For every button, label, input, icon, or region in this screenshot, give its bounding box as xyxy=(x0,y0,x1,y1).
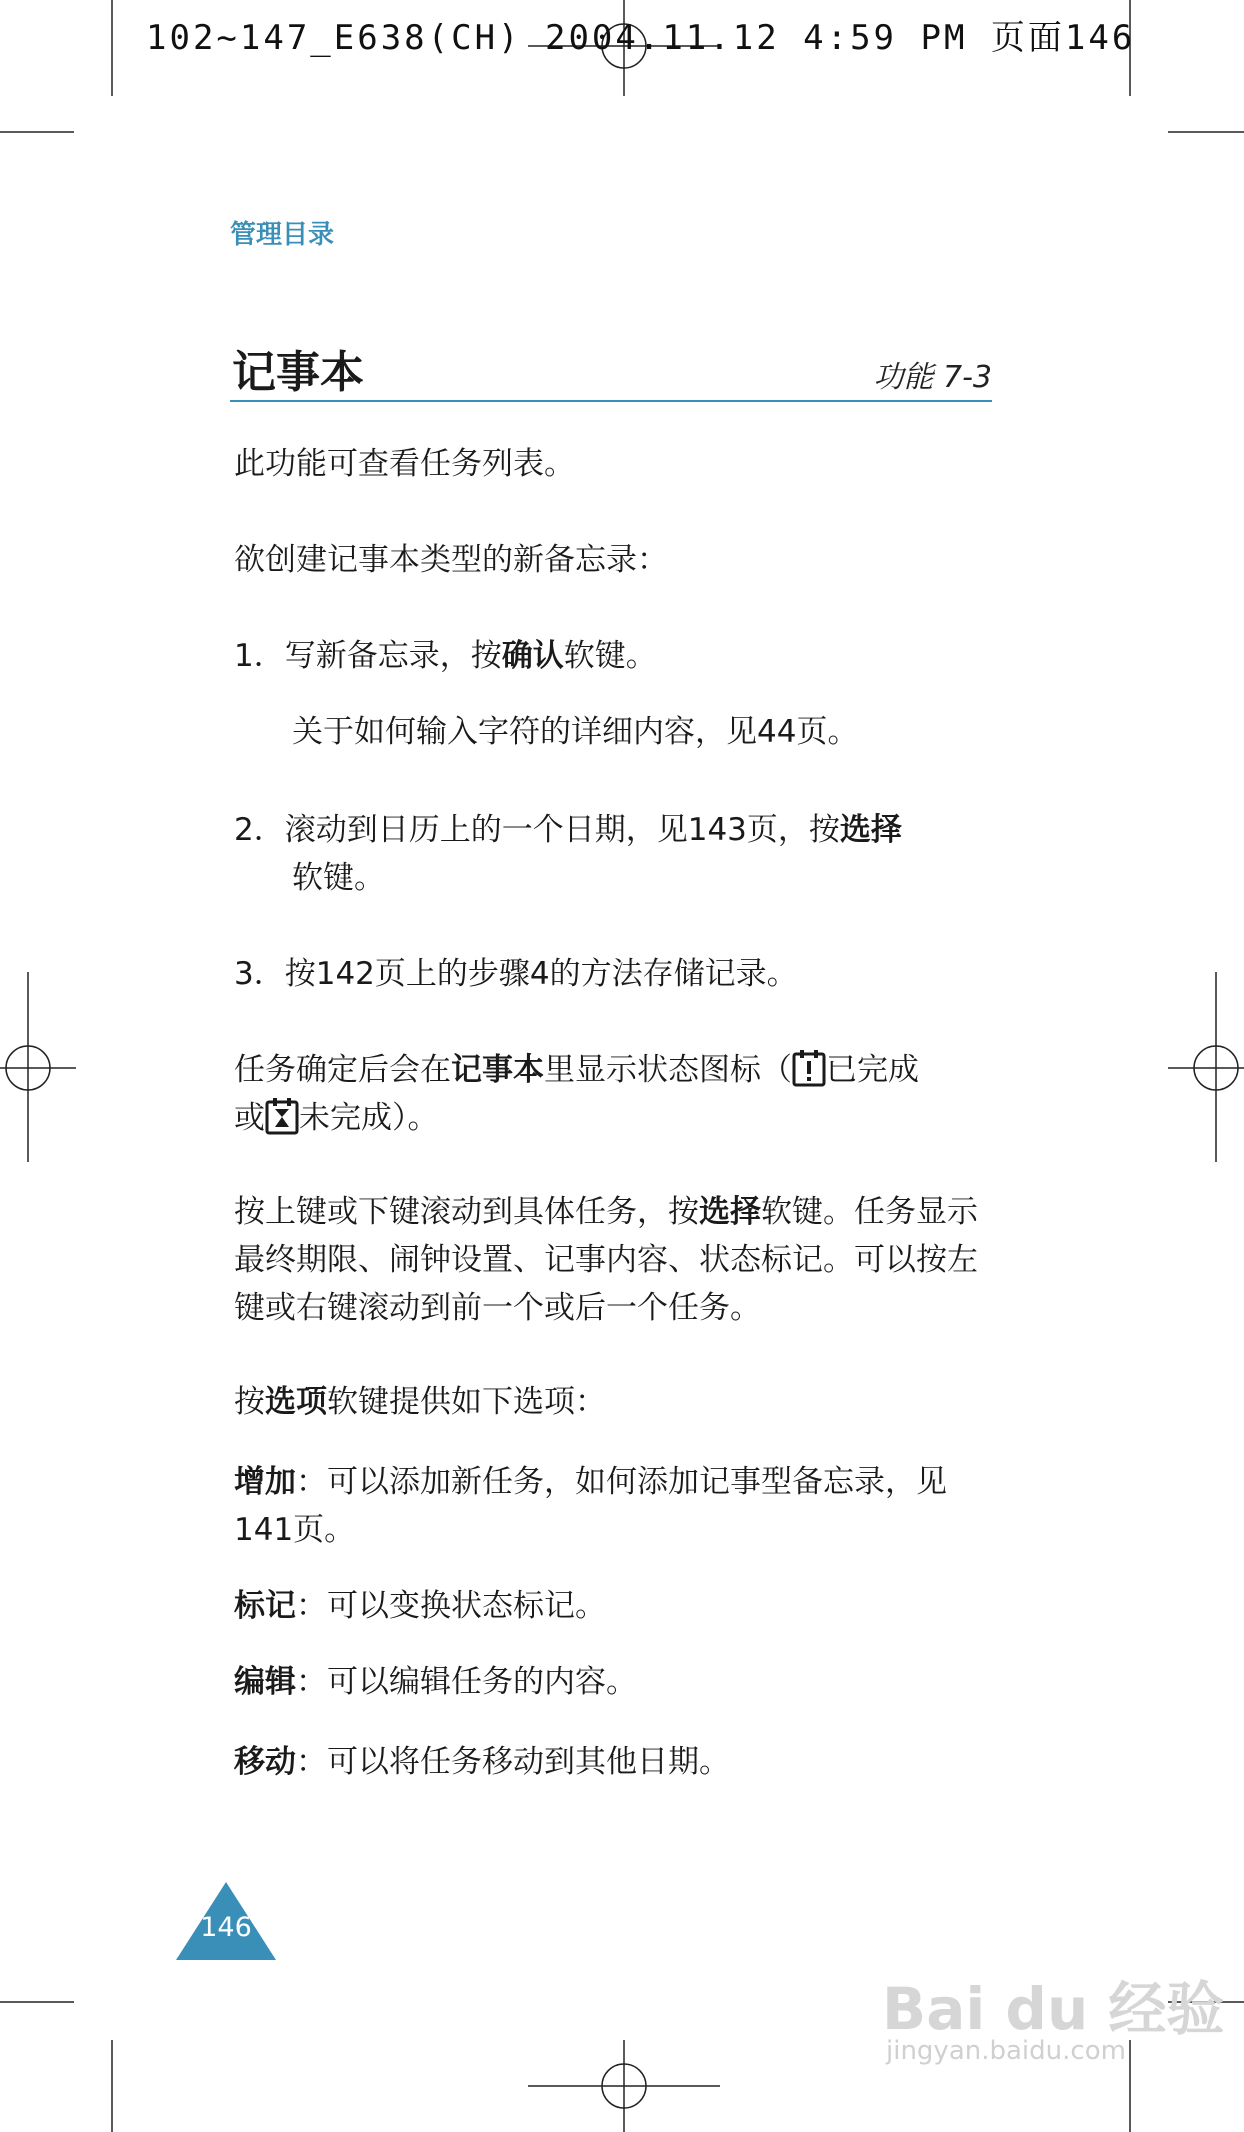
status-undone-text: 未完成）。 xyxy=(299,1100,439,1136)
task-incomplete-icon xyxy=(265,1097,299,1135)
select-key-label: 选择 xyxy=(699,1194,761,1230)
option-term: 编辑 xyxy=(234,1664,296,1700)
task-complete-icon xyxy=(792,1049,826,1087)
option-mark xyxy=(234,1582,994,1630)
option-description: ：可以变换状态标记。 xyxy=(296,1588,606,1624)
step-number: 3． xyxy=(234,956,285,992)
title-divider xyxy=(230,400,992,402)
create-heading: 欲创建记事本类型的新备忘录： xyxy=(234,542,668,578)
options-text: 按 xyxy=(234,1384,265,1420)
step-1 xyxy=(234,632,994,680)
option-term: 增加 xyxy=(234,1464,296,1500)
print-header: 102~147_E638(CH) 2004.11.12 4:59 PM 页面146 xyxy=(146,18,1136,58)
step-text: 写新备忘录，按 xyxy=(284,638,502,674)
watermark-brand: Bai du 经验 xyxy=(882,1975,1225,2043)
options-text-end: 软键提供如下选项： xyxy=(327,1384,606,1420)
select-text-end: 软键。任务显示最终期限、闹钟设置、记事内容、状态标记。可以按左键或右键滚动到前一个或后一个任务。 xyxy=(234,1194,978,1326)
step-3 xyxy=(234,950,994,998)
page-number: 146 xyxy=(200,1912,252,1943)
step-2 xyxy=(234,806,994,902)
step-text: 按142页上的步骤4的方法存储记录。 xyxy=(284,956,798,992)
option-description: ：可以添加新任务，如何添加记事型备忘录，见141页。 xyxy=(234,1464,947,1548)
soft-key-label: 选择 xyxy=(839,812,902,848)
status-icon-paragraph xyxy=(234,1046,994,1142)
step-text-end: 软键。 xyxy=(563,638,657,674)
option-move xyxy=(234,1738,994,1786)
status-text: 任务确定后会在 xyxy=(234,1052,451,1088)
option-edit xyxy=(234,1658,994,1706)
intro-text: 此功能可查看任务列表。 xyxy=(234,446,575,482)
step-text-end: 软键。 xyxy=(292,860,385,896)
step-number: 2． xyxy=(234,812,285,848)
notepad-label: 记事本 xyxy=(451,1052,544,1088)
select-text: 按上键或下键滚动到具体任务，按 xyxy=(234,1194,699,1230)
option-add xyxy=(234,1458,994,1554)
watermark-url: jingyan.baidu.com xyxy=(886,2036,1126,2066)
select-paragraph xyxy=(234,1188,994,1332)
status-done-text: 已完成 xyxy=(826,1052,919,1088)
step-1-note: 关于如何输入字符的详细内容，见44页。 xyxy=(292,714,859,750)
soft-key-label: 确认 xyxy=(501,638,564,674)
function-label: 功能 7-3 xyxy=(873,360,992,395)
status-or-text: 或 xyxy=(234,1100,265,1136)
option-description: ：可以将任务移动到其他日期。 xyxy=(296,1744,730,1780)
option-term: 标记 xyxy=(234,1588,296,1624)
option-description: ：可以编辑任务的内容。 xyxy=(296,1664,637,1700)
status-text-mid: 里显示状态图标（ xyxy=(544,1052,792,1088)
option-term: 移动 xyxy=(234,1744,296,1780)
section-label: 管理目录 xyxy=(230,220,335,250)
page-title: 记事本 xyxy=(232,347,364,398)
step-text: 滚动到日历上的一个日期，见143页，按 xyxy=(284,812,840,848)
step-number: 1． xyxy=(234,638,285,674)
options-heading xyxy=(234,1378,994,1426)
options-key-label: 选项 xyxy=(265,1384,327,1420)
